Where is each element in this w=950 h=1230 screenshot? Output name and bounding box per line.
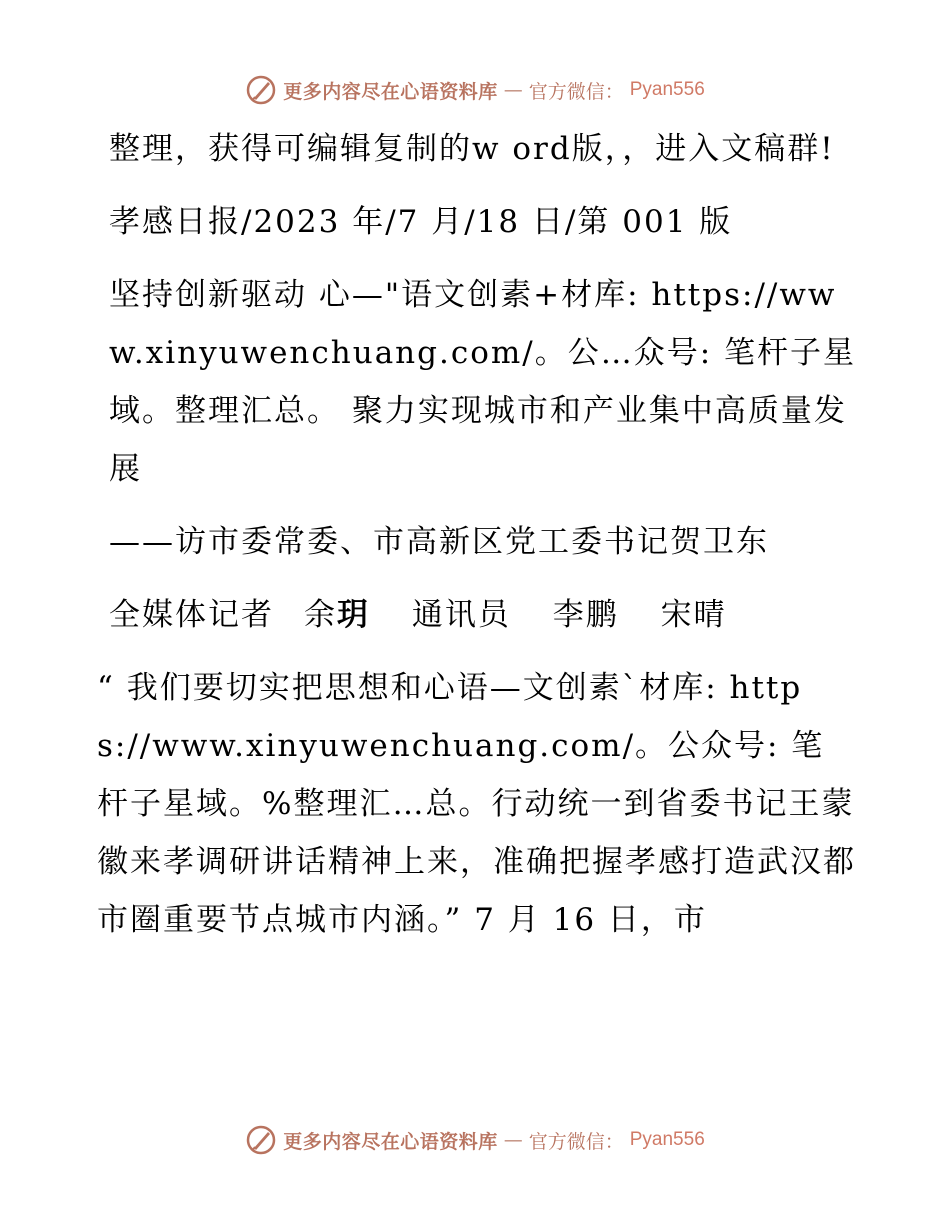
banner-contact-id: Pyan556 xyxy=(629,1129,705,1150)
banner-contact-id: Pyan556 xyxy=(629,79,705,100)
correspondent-name-2: 宋晴 xyxy=(660,597,727,633)
banner-separator: — xyxy=(503,1129,523,1151)
intro-paragraph: 整理，获得可编辑复制的w ord版，，进入文稿群! xyxy=(109,131,835,167)
reporter-label: 全媒体记者 xyxy=(109,597,274,633)
reporter-name-second: 玥 xyxy=(337,597,370,633)
banner-contact-label: 官方微信： xyxy=(528,80,624,103)
source-line: 孝感日报/2023 年/7 月/18 日/第 001 版 xyxy=(109,204,733,240)
body-paragraph: “ 我们要切实把思想和心语—文创素`材库: https://www.xinyuwenchuang.com/。公众号: 笔杆子星域。%整理汇…总。行动统一到省委书记王蒙徽来孝调研讲话精神上来，准确把握孝感打造武汉都市圈重要节点城市内涵。” 7 月 16 日，市 xyxy=(97,670,856,938)
subtitle-line: ——访市委常委、市高新区党工委书记贺卫东 xyxy=(109,524,769,560)
banner-title: 更多内容尽在心语资料库 xyxy=(283,1130,498,1153)
document-body xyxy=(97,120,857,964)
byline xyxy=(97,586,857,644)
correspondent-name-1: 李鹏 xyxy=(552,597,619,633)
reporter-name-first: 余 xyxy=(304,597,337,633)
header-banner xyxy=(0,70,950,110)
footer-banner xyxy=(0,1120,950,1160)
headline-paragraph: 坚持创新驱动 心—"语文创素+材库: https://www.xinyuwenchuang.com/。公…众号: 笔杆子星域。整理汇总。 聚力实现城市和产业集中高质量发展 xyxy=(109,277,856,487)
banner-separator: — xyxy=(503,79,523,101)
banner-title: 更多内容尽在心语资料库 xyxy=(283,80,498,103)
quill-logo-icon xyxy=(245,74,277,106)
correspondent-label: 通讯员 xyxy=(411,597,511,633)
quill-logo-icon xyxy=(245,1124,277,1156)
banner-contact-label: 官方微信： xyxy=(528,1130,624,1153)
